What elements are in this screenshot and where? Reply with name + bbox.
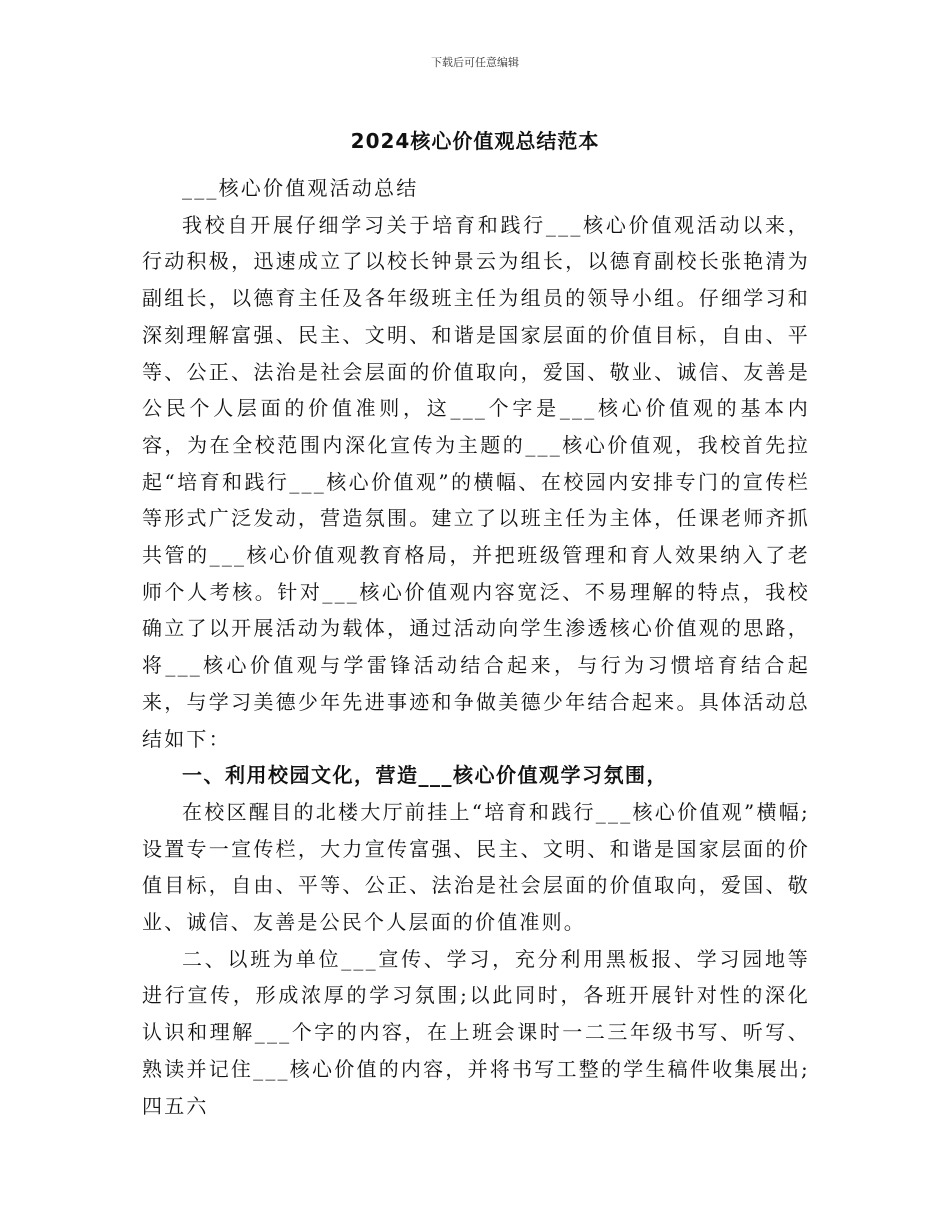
document-body (142, 170, 810, 1124)
section-1-paragraph: 在校区醒目的北楼大厅前挂上“培育和践行___核心价值观”横幅;设置专一宣传栏，大力宣传富强、民主、文明、和谐是国家层面的价值目标，自由、平等、公正、法治是社会层面的价值取向，爱国、敬业、诚信、友善是公民个人层面的价值准则。 (142, 799, 810, 935)
intro-paragraph: 我校自开展仔细学习关于培育和践行___核心价值观活动以来，行动积极，迅速成立了以校长钟景云为组长，以德育副校长张艳清为副组长，以德育主任及各年级班主任为组员的领导小组。仔细学习和深刻理解富强、民主、文明、和谐是国家层面的价值目标，自由、平等、公正、法治是社会层面的价值取向，爱国、敬业、诚信、友善是公民个人层面的价值准则，这___个字是___核心价值观的基本内容，为在全校范围内深化宣传为主题的___核心价值观，我校首先拉起“培育和践行___核心价值观”的横幅、在校园内安排专门的宣传栏等形式广泛发动，营造氛围。建立了以班主任为主体，任课老师齐抓共管的___核心价值观教育格局，并把班级管理和育人效果纳入了老师个人考核。针对___核心价值观内容宽泛、不易理解的特点，我校确立了以开展活动为载体，通过活动向学生渗透核心价值观的思路，将___核心价值观与学雷锋活动结合起来，与行为习惯培育结合起来，与学习美德少年先进事迹和争做美德少年结合起来。具体活动总结如下： (142, 212, 810, 751)
header-note: 下载后可任意编辑 (431, 56, 519, 69)
document-title: 2024核心价值观总结范本 (350, 129, 600, 153)
section-subtitle: ___核心价值观活动总结 (182, 176, 419, 200)
section-2-paragraph: 二、以班为单位___宣传、学习，充分利用黑板报、学习园地等进行宣传，形成浓厚的学习氛围;以此同时，各班开展针对性的深化认识和理解___个字的内容，在上班会课时一二三年级书写、听写、熟读并记住___核心价值的内容，并将书写工整的学生稿件收集展出;四五六 (142, 946, 810, 1118)
section-heading-1: 一、利用校园文化，营造___核心价值观学习氛围， (182, 763, 668, 788)
